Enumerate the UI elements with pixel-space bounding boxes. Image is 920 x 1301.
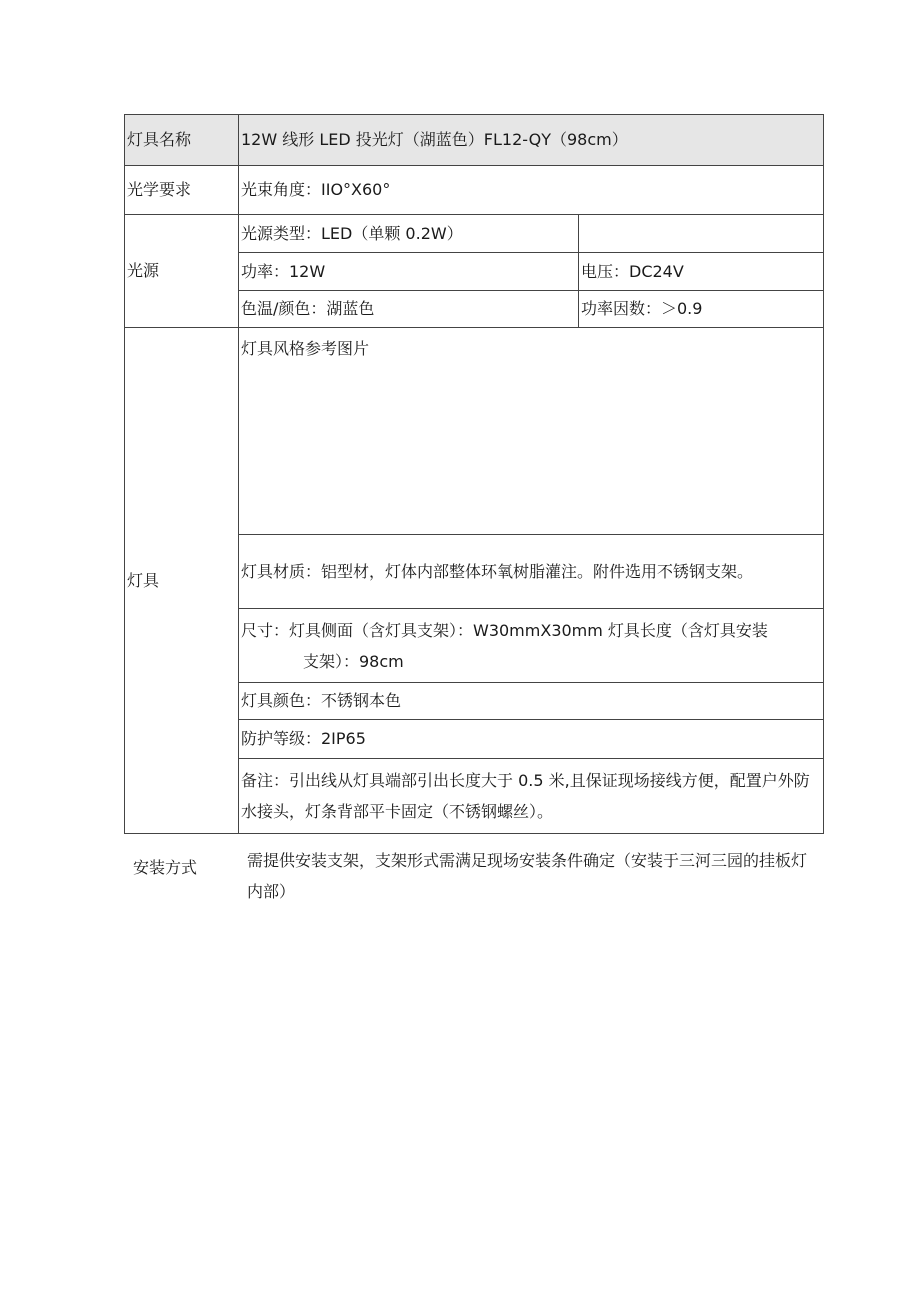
material-value: 灯具材质：铝型材，灯体内部整体环氧树脂灌注。附件选用不锈钢支架。 [239,535,824,609]
source-type-value: 光源类型：LED（单颗 0.2W） [239,215,579,253]
style-reference-cell: 灯具风格参考图片 [239,328,824,535]
size-line-1: 尺寸：灯具侧面（含灯具支架）：W30mmX30mm 灯具长度（含灯具安装 [241,620,768,640]
size-value [239,609,824,683]
fixture-label: 灯具 [125,328,239,834]
power-value: 功率：12W [239,253,579,291]
voltage-value: 电压：DC24V [579,253,824,291]
fixture-name-label: 灯具名称 [125,115,239,166]
remark-value: 备注：引出线从灯具端部引出长度大于 0.5 米,且保证现场接线方便，配置户外防水接头，灯条背部平卡固定（不锈钢螺丝）。 [239,759,824,834]
fixture-color-value: 灯具颜色：不锈钢本色 [239,683,824,720]
spec-table [124,114,824,834]
power-factor-value: 功率因数：＞0.9 [579,291,824,328]
mounting-label: 安装方式 [133,858,198,877]
source-label: 光源 [125,215,239,328]
source-empty-cell [579,215,824,253]
row-optics [125,166,824,215]
mounting-text: 需提供安装支架，支架形式需满足现场安装条件确定（安装于三河三园的挂板灯内部） [247,851,808,901]
optics-value: 光束角度：IIO°X60° [239,166,824,215]
row-source-type [125,215,824,253]
row-style-ref [125,328,824,535]
color-temp-value: 色温/颜色：湖蓝色 [239,291,579,328]
size-line-2: 支架）：98cm [303,651,404,671]
optics-label: 光学要求 [125,166,239,215]
protection-value: 防护等级：2IP65 [239,720,824,759]
fixture-name-value: 12W 线形 LED 投光灯（湖蓝色）FL12-QY（98cm） [239,115,824,166]
row-fixture-name [125,115,824,166]
